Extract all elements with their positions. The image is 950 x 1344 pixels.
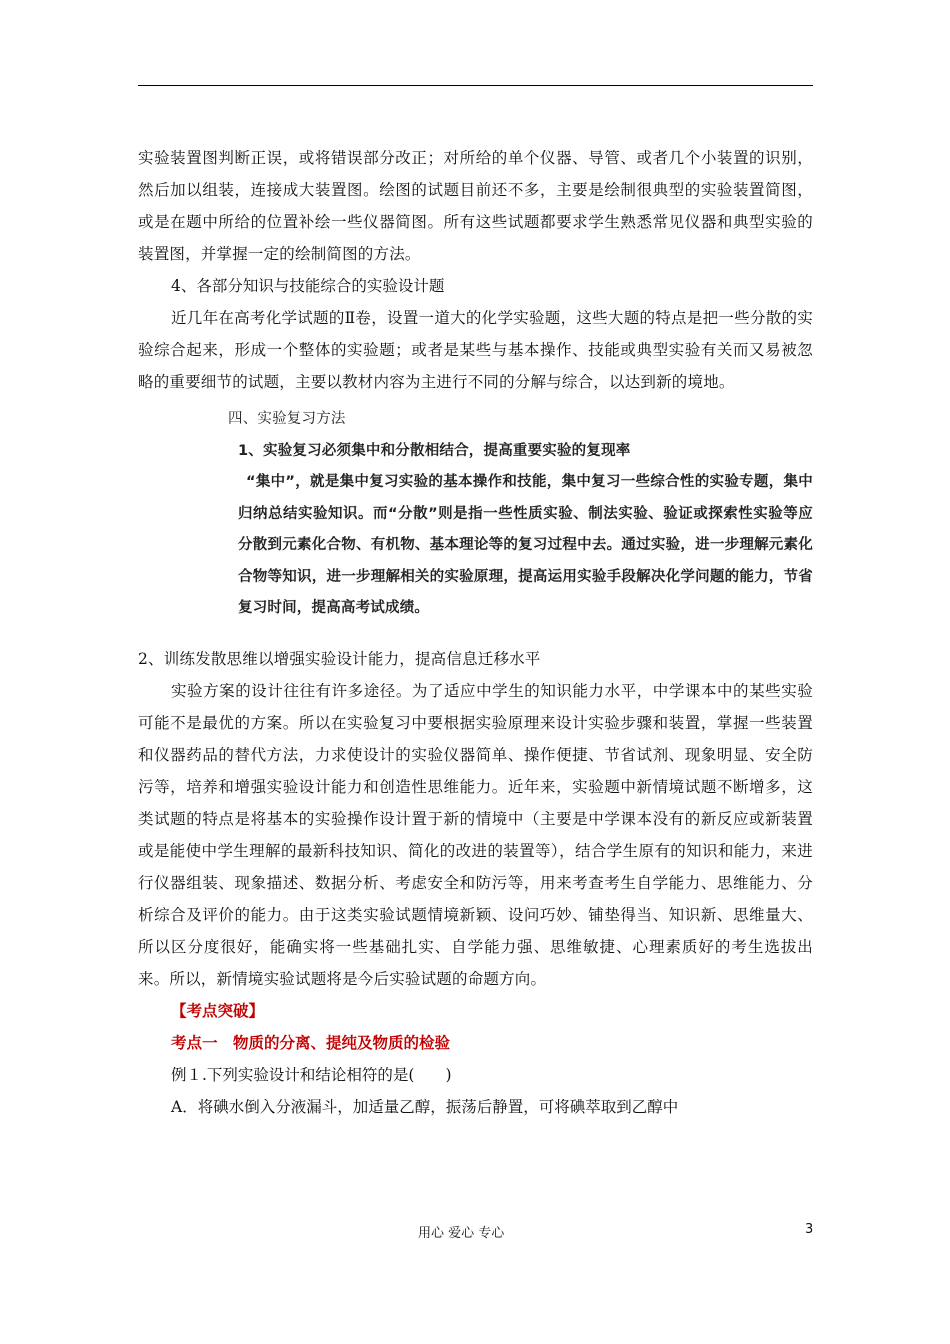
- scan-sub-title: 1、实验复习必须集中和分散相结合，提高重要实验的复现率: [238, 442, 631, 459]
- header-rule: [138, 85, 813, 86]
- example1-option-a: A．将碘水倒入分液漏斗，加适量乙醇，振荡后静置，可将碘萃取到乙醇中: [171, 1097, 679, 1116]
- scan-body: “集中”，就是集中复习实验的基本操作和技能，集中复习一些综合性的实验专题，集中归纳总结实验知识。而“分散”则是指一些性质实验、制法实验、验证或探索性实验等应分散到元素化合物、有机物、基本理论等的复习过程中去。通过实验，进一步理解元素化合物等知识，进一步理解相关的实验原理，提高运用实验手段解决化学问题的能力，节省复习时间，提高高考试成绩。: [238, 474, 813, 616]
- scanned-excerpt: [138, 404, 813, 625]
- breakthrough-title: 【考点突破】: [171, 1000, 265, 1020]
- scan-section-title: 四、实验复习方法: [228, 411, 346, 427]
- example1-question: 例１.下列实验设计和结论相符的是( ): [171, 1065, 452, 1084]
- item4-title: 4、各部分知识与技能综合的实验设计题: [171, 277, 445, 295]
- item2-body: 实验方案的设计往往有许多途径。为了适应中学生的知识能力水平，中学课本中的某些实验可能不是最优的方案。所以在实验复习中要根据实验原理来设计实验步骤和装置，掌握一些装置和仪器药品的替代方法，力求使设计的实验仪器简单、操作便捷、节省试剂、现象明显、安全防污等，培养和增强实验设计能力和创造性思维能力。近年来，实验题中新情境试题不断增多，这类试题的特点是将基本的实验操作设计置于新的情境中（主要是中学课本没有的新反应或新装置或是能使中学生理解的最新科技知识、简化的改进的装置等），结合学生原有的知识和能力，来进行仪器组装、现象描述、数据分析、考虑安全和防污等，用来考查考生自学能力、思维能力、分析综合及评价的能力。由于这类实验试题情境新颖、设问巧妙、铺垫得当、知识新、思维量大、所以区分度很好，能确实将一些基础扎实、自学能力强、思维敏捷、心理素质好的考生选拔出来。所以，新情境实验试题将是今后实验试题的命题方向。: [138, 681, 813, 988]
- item2-title: 2、训练发散思维以增强实验设计能力，提高信息迁移水平: [138, 649, 541, 668]
- page-content: [138, 142, 813, 1123]
- item2-section: [138, 643, 813, 995]
- paragraph-assembly: 实验装置图判断正误，或将错误部分改正；对所给的单个仪器、导管、或者几个小装置的识别，然后加以组装，连接成大装置图。绘图的试题目前还不多，主要是绘制很典型的实验装置简图，或是在题中所给的位置补绘一些仪器简图。所有这些试题都要求学生熟悉常见仪器和典型实验的装置图，并掌握一定的绘制简图的方法。: [138, 149, 813, 263]
- page-number: 3: [805, 1222, 814, 1237]
- item4-body: 近几年在高考化学试题的Ⅱ卷，设置一道大的化学实验题，这些大题的特点是把一些分散的实验综合起来，形成一个整体的实验题；或者是某些与基本操作、技能或典型实验有关而又易被忽略的重要细节的试题，主要以教材内容为主进行不同的分解与综合，以达到新的境地。: [138, 309, 813, 391]
- point1-title: 考点一 物质的分离、提纯及物质的检验: [171, 1032, 451, 1052]
- page-footer: [0, 1222, 950, 1242]
- footer-slogan: 用心 爱心 专心: [418, 1226, 505, 1241]
